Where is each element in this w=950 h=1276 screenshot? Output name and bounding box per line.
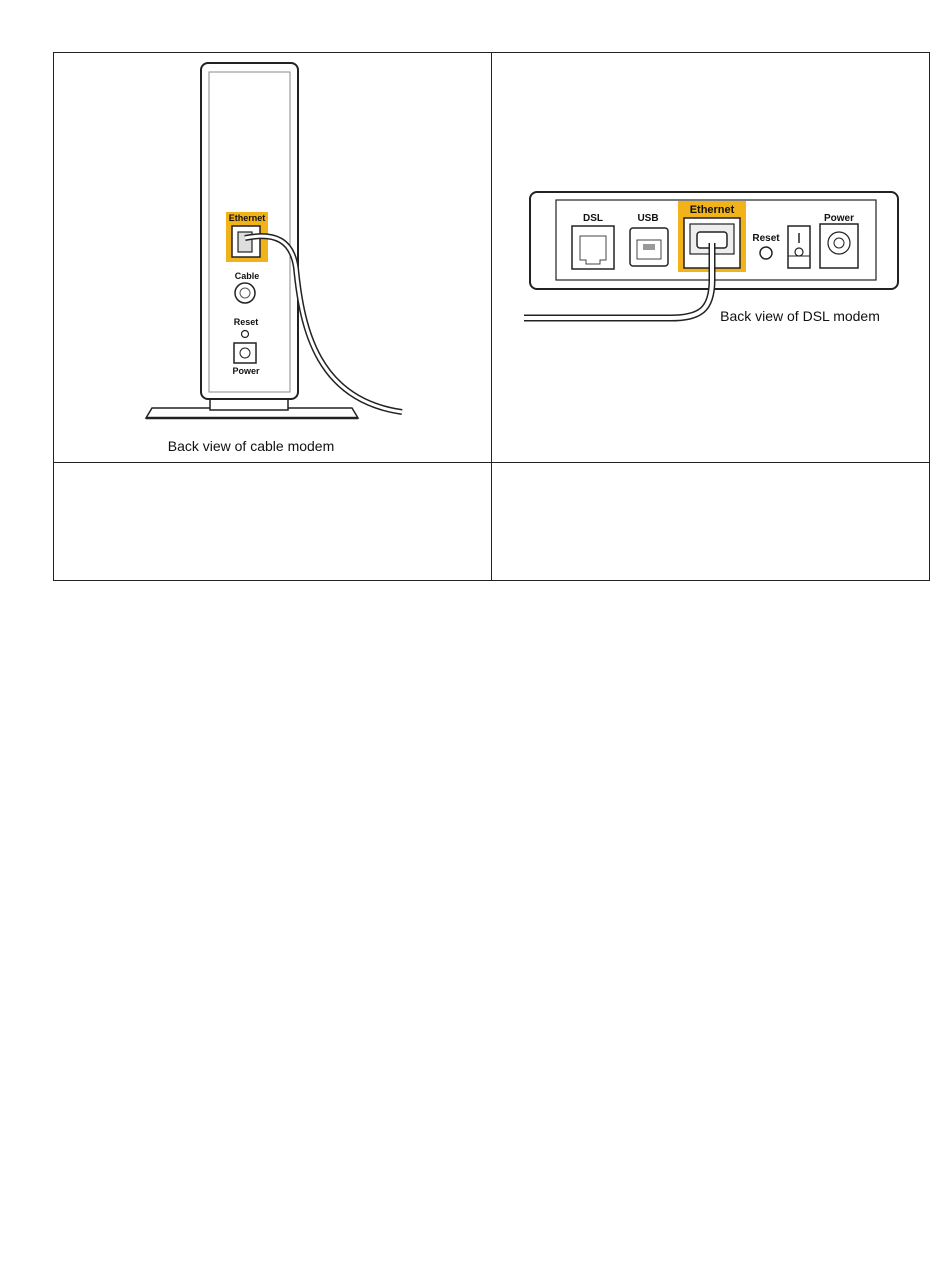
dsl-reset-label: Reset [752, 233, 780, 244]
cable-ethernet-label: Ethernet [228, 213, 266, 223]
dsl-power-switch [788, 226, 810, 268]
dsl-power-label: Power [823, 213, 855, 224]
dsl-modem-caption: Back view of DSL modem [720, 308, 880, 324]
cable-reset-label: Reset [233, 317, 259, 327]
dsl-port [572, 226, 614, 269]
dsl-ethernet-label: Ethernet [689, 204, 735, 216]
cable-coax-label: Cable [234, 271, 260, 281]
cable-modem-caption: Back view of cable modem [167, 438, 335, 454]
cable-power-label: Power [232, 366, 260, 376]
dsl-reset-button [760, 247, 772, 259]
dsl-port-label: DSL [583, 213, 603, 224]
usb-port-label: USB [637, 213, 659, 224]
